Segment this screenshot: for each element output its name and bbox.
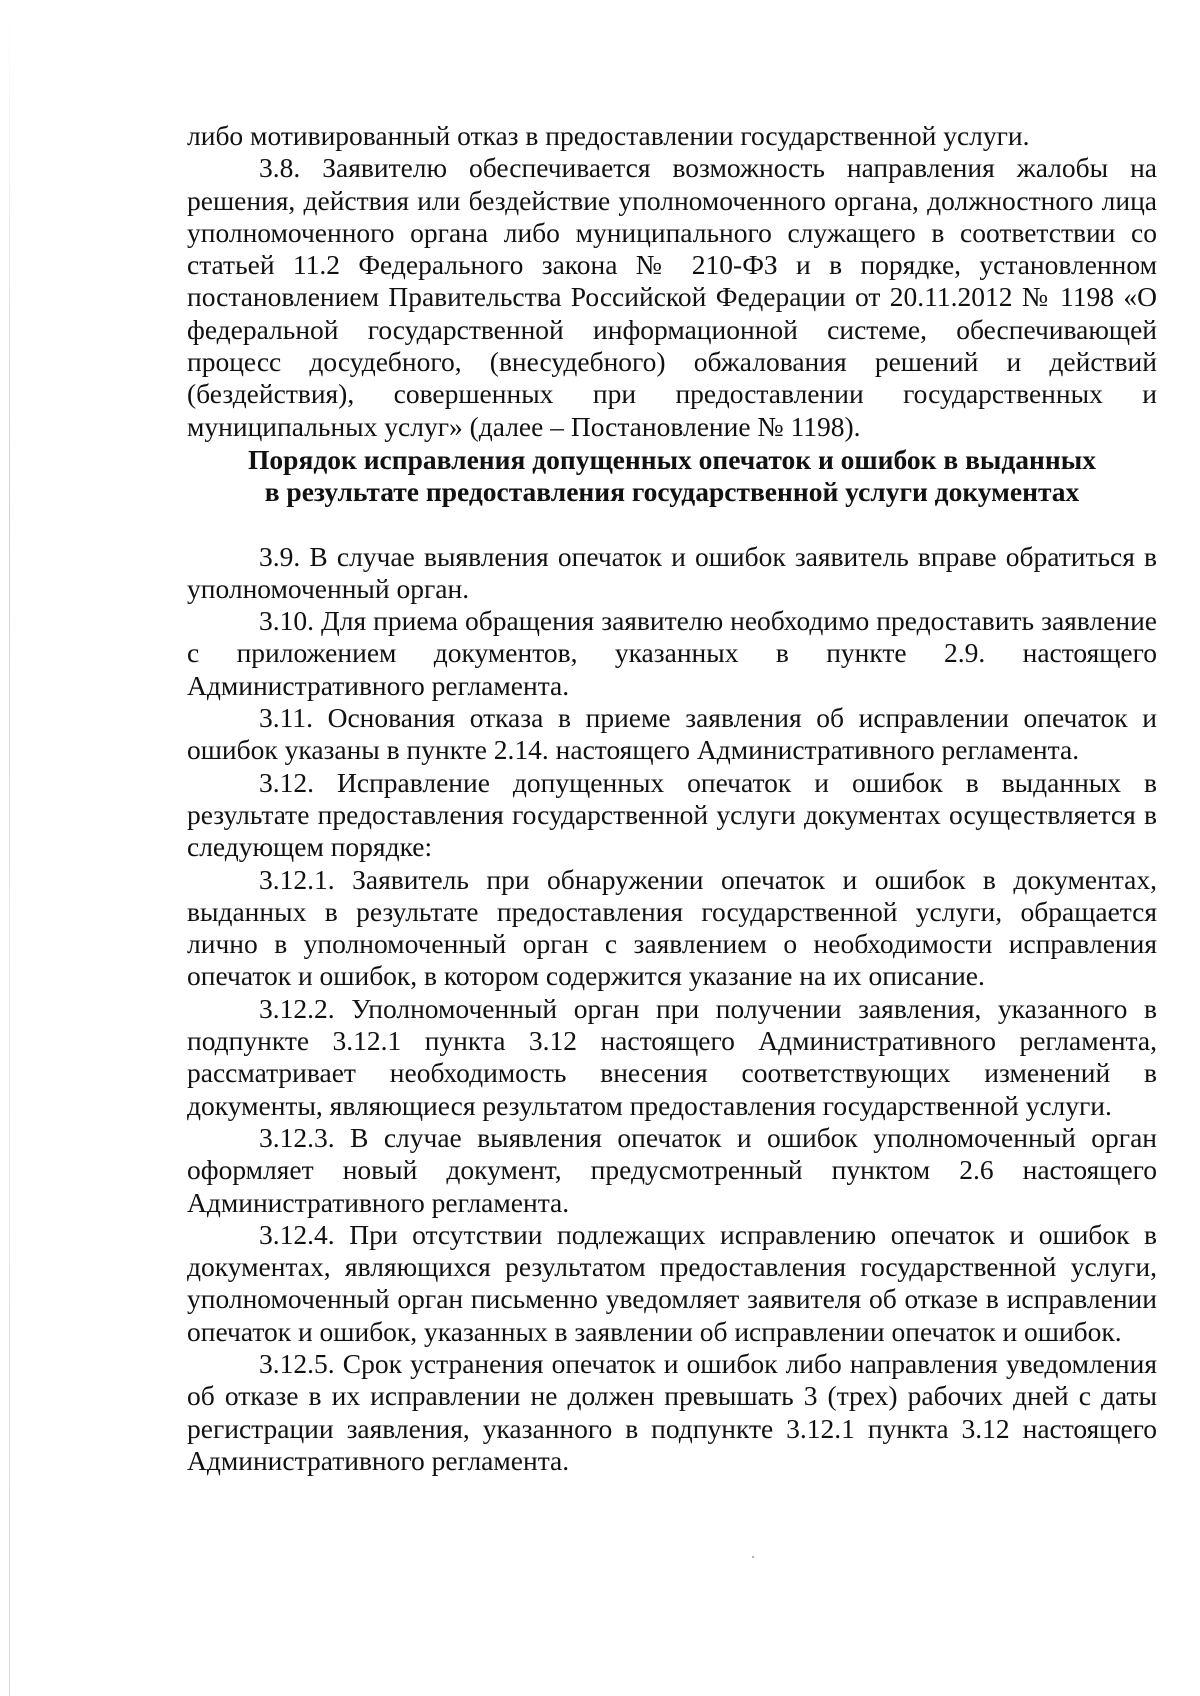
heading-spacer: [187, 509, 1157, 541]
section-heading: [187, 444, 1157, 509]
paragraph-3-12-3: 3.12.3. В случае выявления опечаток и ошибок уполномоченный орган оформляет новый документ, предусмотренный пунктом 2.6 настоящего Административного регламента.: [187, 1121, 1157, 1218]
section-heading-line-2: в результате предоставления государственной услуги документах: [264, 476, 1080, 508]
document-body: [187, 120, 1157, 1477]
paragraph-3-12-2: 3.12.2. Уполномоченный орган при получении заявления, указанного в подпункте 3.12.1 пункта 3.12 настоящего Административного регламента, рассматривает необходимость внесения соответствующих изменений в документы, являющиеся результатом предоставления государственной услуги.: [187, 992, 1157, 1121]
scan-edge-mark: [9, 0, 10, 1696]
paragraph-3-9: 3.9. В случае выявления опечаток и ошибок заявитель вправе обратиться в уполномоченный орган.: [187, 540, 1157, 604]
paragraph-3-12-1: 3.12.1. Заявитель при обнаружении опечаток и ошибок в документах, выданных в результате предоставления государственной услуги, обращается лично в уполномоченный орган с заявлением о необходимости исправления опечаток и ошибок, в котором содержится указание на их описание.: [187, 863, 1157, 992]
paragraph-3-12-4: 3.12.4. При отсутствии подлежащих исправлению опечаток и ошибок в документах, являющихся результатом предоставления государственной услуги, уполномоченный орган письменно уведомляет заявителя об отказе в исправлении опечаток и ошибок, указанных в заявлении об исправлении опечаток и ошибок.: [187, 1218, 1157, 1347]
paragraph-continuation: либо мотивированный отказ в предоставлении государственной услуги.: [187, 120, 1030, 151]
paragraph-3-12-5: 3.12.5. Срок устранения опечаток и ошибок либо направления уведомления об отказе в их исправлении не должен превышать 3 (трех) рабочих дней с даты регистрации заявления, указанного в подпункте 3.12.1 пункта 3.12 настоящего Административного регламента.: [187, 1347, 1157, 1476]
section-heading-line-1: Порядок исправления допущенных опечаток и ошибок в выданных: [248, 443, 1096, 475]
scan-speck: [752, 1556, 754, 1558]
paragraph-3-11: 3.11. Основания отказа в приеме заявления об исправлении опечаток и ошибок указаны в пункте 2.14. настоящего Административного регламента.: [187, 702, 1157, 766]
paragraph-3-8: 3.8. Заявителю обеспечивается возможность направления жалобы на решения, действия или бездействие уполномоченного органа, должностного лица уполномоченного органа либо муниципального служащего в соответствии со статьей 11.2 Федерального закона № 210-ФЗ и в порядке, установленном постановлением Правительства Российской Федерации от 20.11.2012 № 1198 «О федеральной государственной информационной системе, обеспечивающей процесс досудебного, (внесудебного) обжалования решений и действий (бездействия), совершенных при предоставлении государственных и муниципальных услуг» (далее – Постановление № 1198).: [187, 152, 1157, 442]
paragraph-3-12: 3.12. Исправление допущенных опечаток и ошибок в выданных в результате предоставления государственной услуги документах осуществляется в следующем порядке:: [187, 766, 1157, 863]
paragraph-3-10: 3.10. Для приема обращения заявителю необходимо предоставить заявление с приложением документов, указанных в пункте 2.9. настоящего Административного регламента.: [187, 605, 1157, 701]
